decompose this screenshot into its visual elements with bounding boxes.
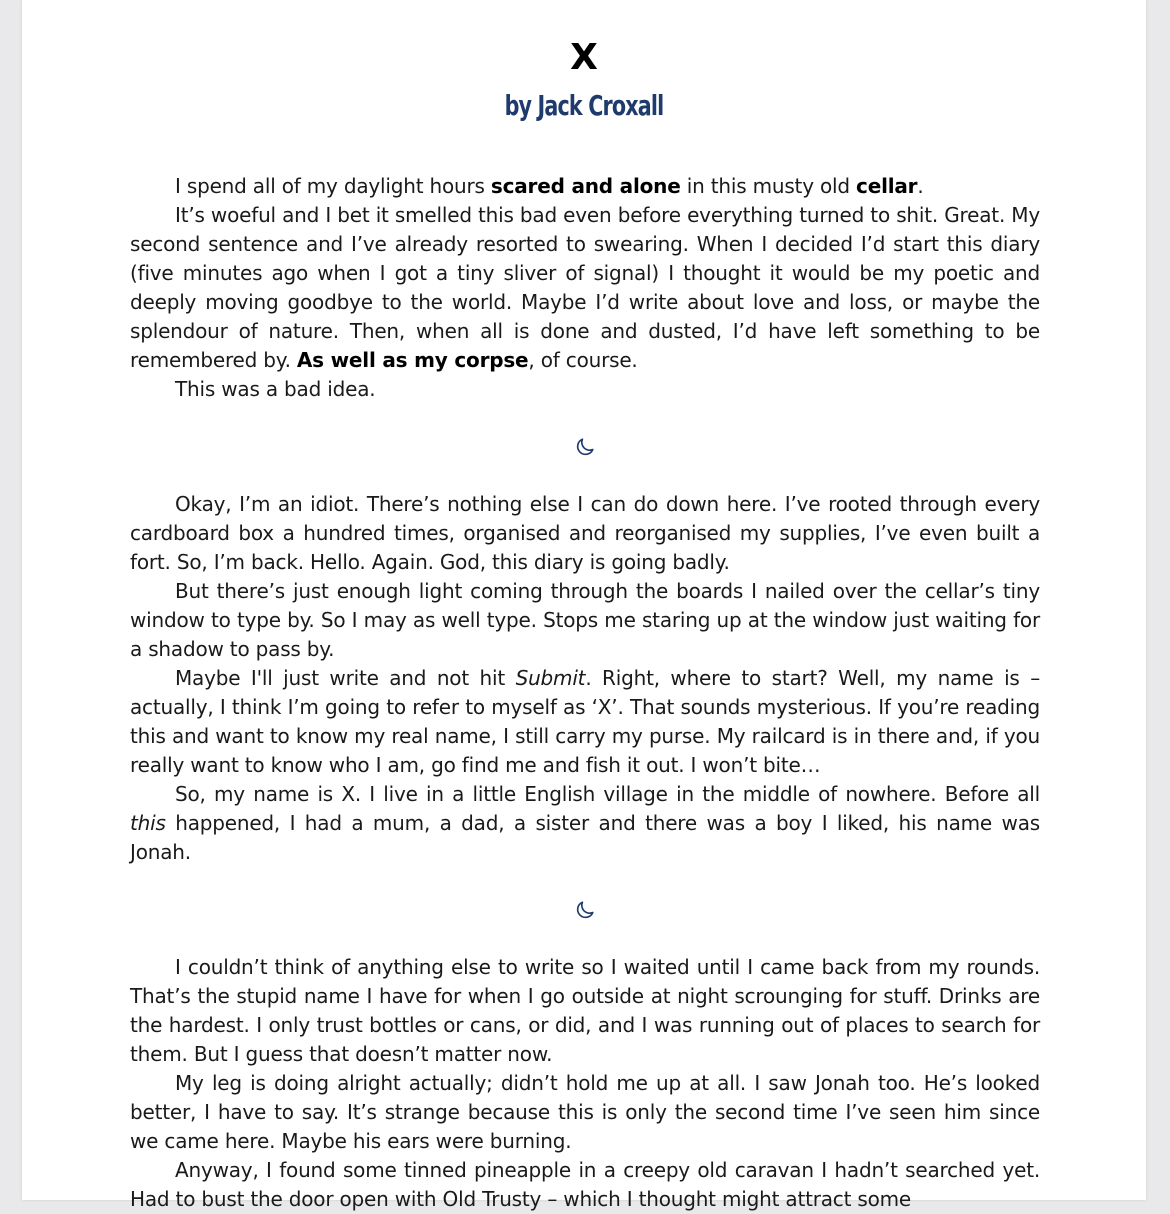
text-run: , of course.: [528, 348, 638, 372]
text-run: Maybe I'll just write and not hit: [175, 666, 516, 690]
crescent-moon-icon: [574, 436, 596, 458]
paragraph: [130, 780, 1040, 867]
paragraph: [130, 1156, 1040, 1214]
paragraph: [130, 201, 1040, 375]
text-run: I couldn’t think of anything else to write so I waited until I came back from my rounds. That’s the stupid name I have for when I go outside at night scrounging for stuff. Drinks are the hardest. I only trust bottles or cans, or did, and I was running out of places to search for them. But I guess that doesn’t matter now.: [130, 955, 1040, 1066]
story-section: [130, 490, 1040, 867]
text-run: I spend all of my daylight hours: [175, 174, 491, 198]
document-page: [22, 0, 1146, 1211]
paragraph: [130, 953, 1040, 1069]
paragraph: [130, 375, 1040, 404]
text-run: My leg is doing alright actually; didn’t hold me up at all. I saw Jonah too. He’s looked better, I have to say. It’s strange because this is only the second time I’ve seen him since we came here. Maybe his ears were burning.: [130, 1071, 1040, 1153]
bold-text: As well as my corpse: [296, 348, 529, 372]
section-divider: [130, 867, 1040, 953]
text-run: Anyway, I found some tinned pineapple in a creepy old caravan I hadn’t searched yet. Had to bust the door open with Old Trusty – which I thought might attract some: [130, 1158, 1040, 1211]
crescent-moon-icon: [574, 899, 596, 921]
text-run: But there’s just enough light coming through the boards I nailed over the cellar’s tiny window to type by. So I may as well type. Stops me staring up at the window just waiting for a shadow to pass by.: [130, 579, 1040, 661]
section-divider: [130, 404, 1040, 490]
text-run: It’s woeful and I bet it smelled this bad even before everything turned to shit. Great. My second sentence and I’ve already resorted to swearing. When I decided I’d start this diary (five minutes ago when I got a tiny sliver of signal) I thought it would be my poetic and deeply moving goodbye to the world. Maybe I’d write about love and loss, or maybe the splendour of nature. Then, when all is done and dusted, I’d have left something to be remembered by.: [130, 203, 1040, 372]
story-section: [130, 172, 1040, 404]
text-run: .: [917, 174, 924, 198]
author-byline: by Jack Croxall: [504, 89, 664, 122]
paragraph: [130, 172, 1040, 201]
bold-text: scared and alone: [490, 174, 681, 198]
paragraph: [130, 577, 1040, 664]
text-run: . Right, where to start? Well, my name is – actually, I think I’m going to refer to myself as ‘X’. That sounds mysterious. If you’re reading this and want to know my real name, I still carry my purse. My railcard is in there and, if you really want to know who I am, go find me and fish it out. I won’t bite…: [130, 666, 1040, 777]
paragraph: [130, 664, 1040, 780]
story-title: X: [570, 37, 598, 78]
italic-text: Submit: [515, 666, 586, 690]
story-body: [130, 172, 1040, 1214]
bold-text: cellar: [856, 174, 918, 198]
text-run: So, my name is X. I live in a little English village in the middle of nowhere. Before all: [175, 782, 1040, 806]
text-run: happened, I had a mum, a dad, a sister and there was a boy I liked, his name was Jonah.: [130, 811, 1040, 864]
italic-text: this: [130, 811, 166, 835]
paragraph: [130, 490, 1040, 577]
text-run: Okay, I’m an idiot. There’s nothing else I can do down here. I’ve rooted through every cardboard box a hundred times, organised and reorganised my supplies, I’ve even built a fort. So, I’m back. Hello. Again. God, this diary is going badly.: [130, 492, 1040, 574]
text-run: This was a bad idea.: [175, 377, 376, 401]
paragraph: [130, 1069, 1040, 1156]
story-section: [130, 953, 1040, 1214]
text-run: in this musty old: [680, 174, 857, 198]
